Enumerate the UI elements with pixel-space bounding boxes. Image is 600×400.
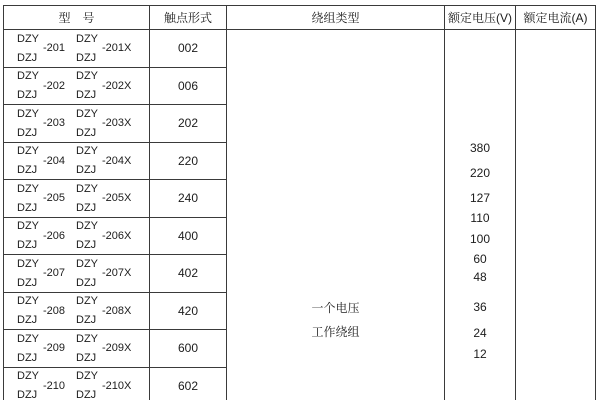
model-cell bbox=[4, 30, 150, 68]
brand-label: DZJ bbox=[76, 126, 97, 139]
model-brand-stack bbox=[76, 332, 102, 365]
brand-label: DZJ bbox=[17, 51, 38, 64]
brand-label: DZY bbox=[17, 220, 39, 233]
model-suffix: -206 bbox=[43, 229, 66, 242]
model-suffix: -208 bbox=[43, 304, 66, 317]
winding-type-cell bbox=[227, 30, 445, 400]
brand-label: DZJ bbox=[76, 201, 97, 214]
brand-label: DZY bbox=[17, 32, 39, 45]
rated-current-cell bbox=[516, 30, 596, 400]
model-suffix-x: -203X bbox=[102, 117, 132, 130]
model-suffix-x: -205X bbox=[102, 192, 132, 205]
model-suffix-x: -208X bbox=[102, 304, 132, 317]
model-cell bbox=[4, 292, 150, 330]
model-suffix-x: -204X bbox=[102, 154, 132, 167]
col-header-model: 型 号 bbox=[4, 6, 150, 30]
contact-form-cell: 600 bbox=[150, 330, 227, 368]
model-suffix: -210 bbox=[43, 379, 66, 392]
model-brand-stack bbox=[17, 332, 43, 365]
voltage-value: 12 bbox=[473, 347, 487, 361]
model-cell bbox=[4, 367, 150, 400]
model-brand-stack bbox=[76, 144, 102, 177]
voltage-value: 220 bbox=[469, 166, 491, 180]
contact-form-cell: 400 bbox=[150, 217, 227, 255]
model-cell bbox=[4, 67, 150, 105]
model-suffix: -201 bbox=[43, 42, 66, 55]
voltage-value: 380 bbox=[469, 141, 491, 155]
brand-label: DZJ bbox=[17, 239, 38, 252]
model-brand-stack bbox=[17, 369, 43, 400]
table-header-row bbox=[4, 6, 596, 30]
brand-label: DZJ bbox=[76, 314, 97, 327]
model-suffix-x: -210X bbox=[102, 379, 132, 392]
brand-label: DZY bbox=[17, 182, 39, 195]
brand-label: DZY bbox=[76, 332, 98, 345]
model-brand-stack bbox=[17, 182, 43, 215]
model-cell bbox=[4, 180, 150, 218]
voltage-value: 36 bbox=[473, 300, 487, 314]
brand-label: DZJ bbox=[76, 51, 97, 64]
brand-label: DZY bbox=[17, 107, 39, 120]
model-brand-stack bbox=[76, 257, 102, 290]
model-suffix-x: -207X bbox=[102, 267, 132, 280]
brand-label: DZJ bbox=[17, 126, 38, 139]
model-suffix: -207 bbox=[43, 267, 66, 280]
model-brand-stack bbox=[17, 32, 43, 65]
model-brand-stack bbox=[17, 69, 43, 102]
model-brand-stack bbox=[76, 219, 102, 252]
voltage-value: 127 bbox=[469, 191, 491, 205]
model-brand-stack bbox=[17, 257, 43, 290]
contact-form-cell: 202 bbox=[150, 105, 227, 143]
brand-label: DZJ bbox=[76, 89, 97, 102]
brand-label: DZJ bbox=[17, 276, 38, 289]
col-header-winding: 绕组类型 bbox=[227, 6, 445, 30]
model-brand-stack bbox=[76, 69, 102, 102]
model-suffix-x: -209X bbox=[102, 342, 132, 355]
model-suffix-x: -202X bbox=[102, 79, 132, 92]
model-cell bbox=[4, 142, 150, 180]
brand-label: DZJ bbox=[17, 314, 38, 327]
voltage-value: 60 bbox=[473, 252, 487, 266]
brand-label: DZY bbox=[76, 257, 98, 270]
model-brand-stack bbox=[17, 107, 43, 140]
brand-label: DZJ bbox=[17, 201, 38, 214]
model-brand-stack bbox=[76, 294, 102, 327]
model-brand-stack bbox=[17, 219, 43, 252]
contact-form-cell: 420 bbox=[150, 292, 227, 330]
model-suffix-x: -206X bbox=[102, 229, 132, 242]
brand-label: DZY bbox=[76, 107, 98, 120]
brand-label: DZY bbox=[76, 370, 98, 383]
voltage-value: 110 bbox=[470, 211, 490, 225]
brand-label: DZY bbox=[17, 70, 39, 83]
brand-label: DZJ bbox=[17, 164, 38, 177]
model-suffix: -203 bbox=[43, 117, 66, 130]
contact-form-cell: 602 bbox=[150, 367, 227, 400]
brand-label: DZJ bbox=[76, 351, 97, 364]
winding-type-line: 一个电压 bbox=[311, 300, 360, 315]
brand-label: DZY bbox=[17, 332, 39, 345]
brand-label: DZJ bbox=[17, 351, 38, 364]
contact-form-cell: 220 bbox=[150, 142, 227, 180]
brand-label: DZJ bbox=[76, 164, 97, 177]
model-suffix: -204 bbox=[43, 154, 66, 167]
brand-label: DZJ bbox=[76, 389, 97, 400]
model-brand-stack bbox=[76, 369, 102, 400]
voltage-value: 24 bbox=[473, 326, 487, 340]
brand-label: DZY bbox=[76, 70, 98, 83]
model-brand-stack bbox=[76, 107, 102, 140]
brand-label: DZY bbox=[17, 145, 39, 158]
col-header-voltage: 额定电压(V) bbox=[445, 6, 516, 30]
brand-label: DZY bbox=[17, 257, 39, 270]
model-brand-stack bbox=[17, 294, 43, 327]
col-header-contact: 触点形式 bbox=[150, 6, 227, 30]
col-header-current: 额定电流(A) bbox=[516, 6, 596, 30]
brand-label: DZY bbox=[76, 182, 98, 195]
brand-label: DZY bbox=[17, 370, 39, 383]
brand-label: DZY bbox=[76, 220, 98, 233]
contact-form-cell: 240 bbox=[150, 180, 227, 218]
brand-label: DZJ bbox=[76, 239, 97, 252]
brand-label: DZJ bbox=[17, 389, 38, 400]
model-cell bbox=[4, 255, 150, 293]
brand-label: DZY bbox=[76, 32, 98, 45]
relay-spec-table bbox=[3, 5, 596, 400]
brand-label: DZJ bbox=[76, 276, 97, 289]
contact-form-cell: 006 bbox=[150, 67, 227, 105]
model-suffix: -205 bbox=[43, 192, 66, 205]
voltage-value: 100 bbox=[469, 232, 491, 246]
brand-label: DZY bbox=[76, 295, 98, 308]
table-row bbox=[4, 30, 596, 68]
model-brand-stack bbox=[76, 32, 102, 65]
contact-form-cell: 402 bbox=[150, 255, 227, 293]
model-cell bbox=[4, 330, 150, 368]
rated-voltage-cell bbox=[445, 30, 516, 400]
model-brand-stack bbox=[76, 182, 102, 215]
model-cell bbox=[4, 105, 150, 143]
winding-type-line: 工作绕组 bbox=[311, 324, 360, 339]
model-cell bbox=[4, 217, 150, 255]
model-suffix: -202 bbox=[43, 79, 66, 92]
model-brand-stack bbox=[17, 144, 43, 177]
voltage-value: 48 bbox=[473, 270, 487, 284]
brand-label: DZJ bbox=[17, 89, 38, 102]
contact-form-cell: 002 bbox=[150, 30, 227, 68]
brand-label: DZY bbox=[17, 295, 39, 308]
model-suffix: -209 bbox=[43, 342, 66, 355]
brand-label: DZY bbox=[76, 145, 98, 158]
model-suffix-x: -201X bbox=[102, 42, 132, 55]
